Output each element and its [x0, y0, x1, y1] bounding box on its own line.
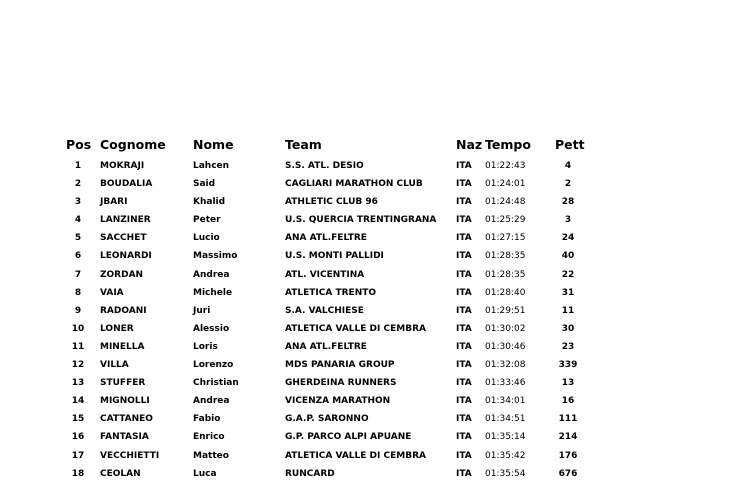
- cell-team: ATLETICA VALLE DI CEMBRA: [285, 450, 426, 461]
- header-tempo: Tempo: [485, 137, 531, 152]
- cell-team: S.S. ATL. DESIO: [285, 161, 364, 171]
- cell-team: G.A.P. SARONNO: [285, 414, 369, 425]
- header-cognome: Cognome: [100, 137, 166, 152]
- cell-naz: ITA: [456, 360, 472, 371]
- cell-nome: Michele: [193, 287, 233, 298]
- cell-pett: 176: [558, 450, 578, 461]
- cell-nome: Andrea: [193, 269, 230, 280]
- cell-pett: 3: [564, 215, 572, 226]
- cell-team: VICENZA MARATHON: [285, 396, 391, 407]
- cell-pos: 18: [71, 468, 85, 479]
- cell-cognome: JBARI: [100, 197, 128, 208]
- cell-tempo: 01:24:01: [485, 179, 526, 190]
- cell-naz: ITA: [456, 396, 472, 407]
- cell-pett: 40: [561, 251, 575, 262]
- cell-pett: 23: [561, 341, 575, 352]
- cell-nome: Said: [193, 179, 216, 190]
- cell-tempo: 01:27:15: [485, 233, 526, 244]
- cell-pos: 1: [74, 161, 82, 171]
- cell-naz: ITA: [456, 341, 472, 352]
- cell-cognome: LONER: [100, 323, 134, 334]
- cell-tempo: 01:28:35: [485, 269, 526, 280]
- cell-pett: 28: [561, 197, 575, 208]
- cell-pos: 17: [71, 450, 85, 461]
- cell-cognome: BOUDALIA: [100, 179, 153, 190]
- cell-pett: 339: [558, 360, 578, 371]
- cell-naz: ITA: [456, 414, 472, 425]
- cell-pos: 3: [74, 197, 82, 208]
- cell-pos: 9: [74, 305, 82, 316]
- cell-nome: Loris: [193, 341, 218, 352]
- cell-nome: Massimo: [193, 251, 238, 262]
- cell-cognome: MIGNOLLI: [100, 396, 150, 407]
- cell-cognome: RADOANI: [100, 305, 147, 316]
- cell-tempo: 01:24:48: [485, 197, 526, 208]
- cell-naz: ITA: [456, 251, 472, 262]
- cell-pett: 24: [561, 233, 575, 244]
- cell-pos: 15: [71, 414, 85, 425]
- cell-tempo: 01:29:51: [485, 305, 526, 316]
- cell-pett: 30: [561, 323, 575, 334]
- cell-pett: 11: [561, 305, 575, 316]
- cell-nome: Andrea: [193, 396, 230, 407]
- cell-nome: Enrico: [193, 432, 225, 443]
- cell-naz: ITA: [456, 323, 472, 334]
- cell-tempo: 01:32:08: [485, 360, 526, 371]
- cell-tempo: 01:34:51: [485, 414, 526, 425]
- cell-cognome: ZORDAN: [100, 269, 144, 280]
- cell-cognome: CATTANEO: [100, 414, 153, 425]
- cell-nome: Lucio: [193, 233, 220, 244]
- cell-team: ANA ATL.FELTRE: [285, 233, 367, 244]
- cell-cognome: VILLA: [100, 360, 129, 371]
- header-naz: Naz: [456, 137, 483, 152]
- cell-nome: Luca: [193, 468, 217, 479]
- cell-team: U.S. QUERCIA TRENTINGRANA: [285, 215, 437, 226]
- cell-tempo: 01:30:46: [485, 341, 526, 352]
- cell-tempo: 01:35:42: [485, 450, 526, 461]
- cell-pett: 214: [558, 432, 578, 443]
- cell-pos: 5: [74, 233, 82, 244]
- cell-naz: ITA: [456, 197, 472, 208]
- cell-nome: Lorenzo: [193, 360, 234, 371]
- cell-tempo: 01:35:14: [485, 432, 526, 443]
- cell-pett: 16: [561, 396, 575, 407]
- cell-naz: ITA: [456, 179, 472, 190]
- cell-team: RUNCARD: [285, 468, 335, 479]
- cell-team: U.S. MONTI PALLIDI: [285, 251, 384, 262]
- cell-pos: 13: [71, 378, 85, 389]
- cell-tempo: 01:33:46: [485, 378, 526, 389]
- cell-pett: 22: [561, 269, 575, 280]
- cell-tempo: 01:28:40: [485, 287, 526, 298]
- cell-naz: ITA: [456, 432, 472, 443]
- cell-cognome: STUFFER: [100, 378, 146, 389]
- cell-nome: Christian: [193, 378, 239, 389]
- header-pett: Pett: [555, 137, 585, 152]
- cell-pett: 4: [564, 161, 572, 171]
- cell-team: G.P. PARCO ALPI APUANE: [285, 432, 412, 443]
- cell-pett: 31: [561, 287, 575, 298]
- cell-tempo: 01:28:35: [485, 251, 526, 262]
- cell-cognome: FANTASIA: [100, 432, 149, 443]
- cell-cognome: VAIA: [100, 287, 124, 298]
- cell-naz: ITA: [456, 378, 472, 389]
- cell-pos: 16: [71, 432, 85, 443]
- cell-nome: Khalid: [193, 197, 226, 208]
- cell-cognome: LEONARDI: [100, 251, 152, 262]
- cell-pett: 13: [561, 378, 575, 389]
- cell-team: ANA ATL.FELTRE: [285, 341, 367, 352]
- cell-cognome: SACCHET: [100, 233, 147, 244]
- cell-cognome: VECCHIETTI: [100, 450, 160, 461]
- cell-cognome: LANZINER: [100, 215, 151, 226]
- cell-nome: Alessio: [193, 323, 230, 334]
- cell-pos: 14: [71, 396, 85, 407]
- cell-tempo: 01:35:54: [485, 468, 526, 479]
- cell-tempo: 01:34:01: [485, 396, 526, 407]
- cell-naz: ITA: [456, 305, 472, 316]
- cell-team: ATLETICA VALLE DI CEMBRA: [285, 323, 426, 334]
- cell-tempo: 01:30:02: [485, 323, 526, 334]
- cell-nome: Fabio: [193, 414, 221, 425]
- header-nome: Nome: [193, 137, 234, 152]
- cell-pos: 4: [74, 215, 82, 226]
- cell-naz: ITA: [456, 450, 472, 461]
- header-pos: Pos: [66, 137, 92, 152]
- cell-nome: Lahcen: [193, 161, 230, 171]
- cell-naz: ITA: [456, 161, 472, 171]
- cell-naz: ITA: [456, 215, 472, 226]
- cell-naz: ITA: [456, 233, 472, 244]
- cell-pos: 10: [71, 323, 85, 334]
- cell-cognome: CEOLAN: [100, 468, 141, 479]
- cell-nome: Peter: [193, 215, 221, 226]
- cell-pett: 676: [558, 468, 578, 479]
- cell-naz: ITA: [456, 269, 472, 280]
- cell-team: CAGLIARI MARATHON CLUB: [285, 179, 423, 190]
- cell-team: ATL. VICENTINA: [285, 269, 365, 280]
- cell-tempo: 01:25:29: [485, 215, 526, 226]
- cell-pos: 7: [74, 269, 82, 280]
- cell-nome: Juri: [193, 305, 211, 316]
- cell-naz: ITA: [456, 287, 472, 298]
- cell-team: MDS PANARIA GROUP: [285, 360, 395, 371]
- cell-cognome: MINELLA: [100, 341, 145, 352]
- cell-pett: 111: [558, 414, 578, 425]
- cell-tempo: 01:22:43: [485, 161, 526, 171]
- header-team: Team: [285, 137, 322, 152]
- cell-pos: 12: [71, 360, 85, 371]
- cell-cognome: MOKRAJI: [100, 161, 145, 171]
- cell-pett: 2: [564, 179, 572, 190]
- cell-pos: 2: [74, 179, 82, 190]
- cell-team: GHERDEINA RUNNERS: [285, 378, 397, 389]
- cell-nome: Matteo: [193, 450, 229, 461]
- cell-pos: 11: [71, 341, 85, 352]
- cell-pos: 8: [74, 287, 82, 298]
- cell-team: ATHLETIC CLUB 96: [285, 197, 378, 208]
- cell-team: S.A. VALCHIESE: [285, 305, 364, 316]
- cell-team: ATLETICA TRENTO: [285, 287, 377, 298]
- cell-pos: 6: [74, 251, 82, 262]
- cell-naz: ITA: [456, 468, 472, 479]
